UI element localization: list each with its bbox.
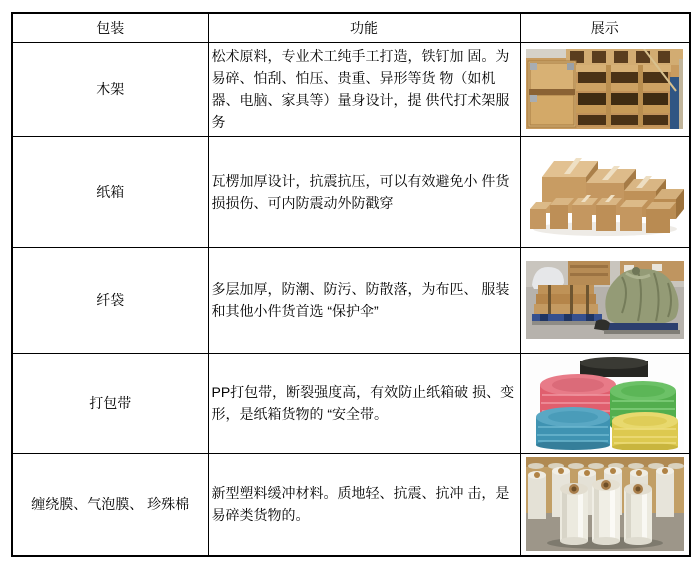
col-header-display: 展示 <box>520 13 690 42</box>
package-function: 多层加厚，防潮、防污、防散落，为布匹、 服装和其他小件货首选 “保护伞” <box>208 247 520 353</box>
packaging-table <box>11 12 691 557</box>
table-row-fiber-bag <box>12 247 690 353</box>
package-name: 纤袋 <box>12 247 208 353</box>
package-name: 纸箱 <box>12 136 208 247</box>
package-name: 缠绕膜、气泡膜、 珍殊棉 <box>12 453 208 556</box>
package-image-cell <box>520 42 690 136</box>
cardboard-boxes-image <box>526 147 684 237</box>
table-row-wooden-frame <box>12 42 690 136</box>
package-function: 新型塑料缓冲材料。质地轻、抗震、抗冲 击，是易碎类货物的。 <box>208 453 520 556</box>
package-image-cell <box>520 136 690 247</box>
table-row-wrap-film <box>12 453 690 556</box>
package-image-cell <box>520 247 690 353</box>
header-row <box>12 13 690 42</box>
package-image-cell <box>520 353 690 453</box>
package-function: 瓦楞加厚设计，抗震抗压，可以有效避免小 件货损损伤、可内防震动外防戳穿 <box>208 136 520 247</box>
packaging-table-container <box>11 12 691 557</box>
pp-strap-rolls-image <box>526 357 684 450</box>
package-image-cell <box>520 453 690 556</box>
package-name: 打包带 <box>12 353 208 453</box>
green-woven-bag-image <box>526 261 684 339</box>
stretch-film-rolls-image <box>526 457 684 551</box>
col-header-function: 功能 <box>208 13 520 42</box>
package-function: 松术原料，专业术工纯手工打造，铁钉加 固。为易碎、怕刮、怕压、贵重、异形等货 物（如机器、电脑、家具等）量身设计，提 供代打术架服务 <box>208 42 520 136</box>
package-name: 木架 <box>12 42 208 136</box>
package-function: PP打包带，断裂强度高，有效防止纸箱破 损、变形，是纸箱货物的 “安全带。 <box>208 353 520 453</box>
wooden-crates-image <box>526 49 683 129</box>
col-header-package: 包装 <box>12 13 208 42</box>
table-row-carton <box>12 136 690 247</box>
table-row-strap <box>12 353 690 453</box>
